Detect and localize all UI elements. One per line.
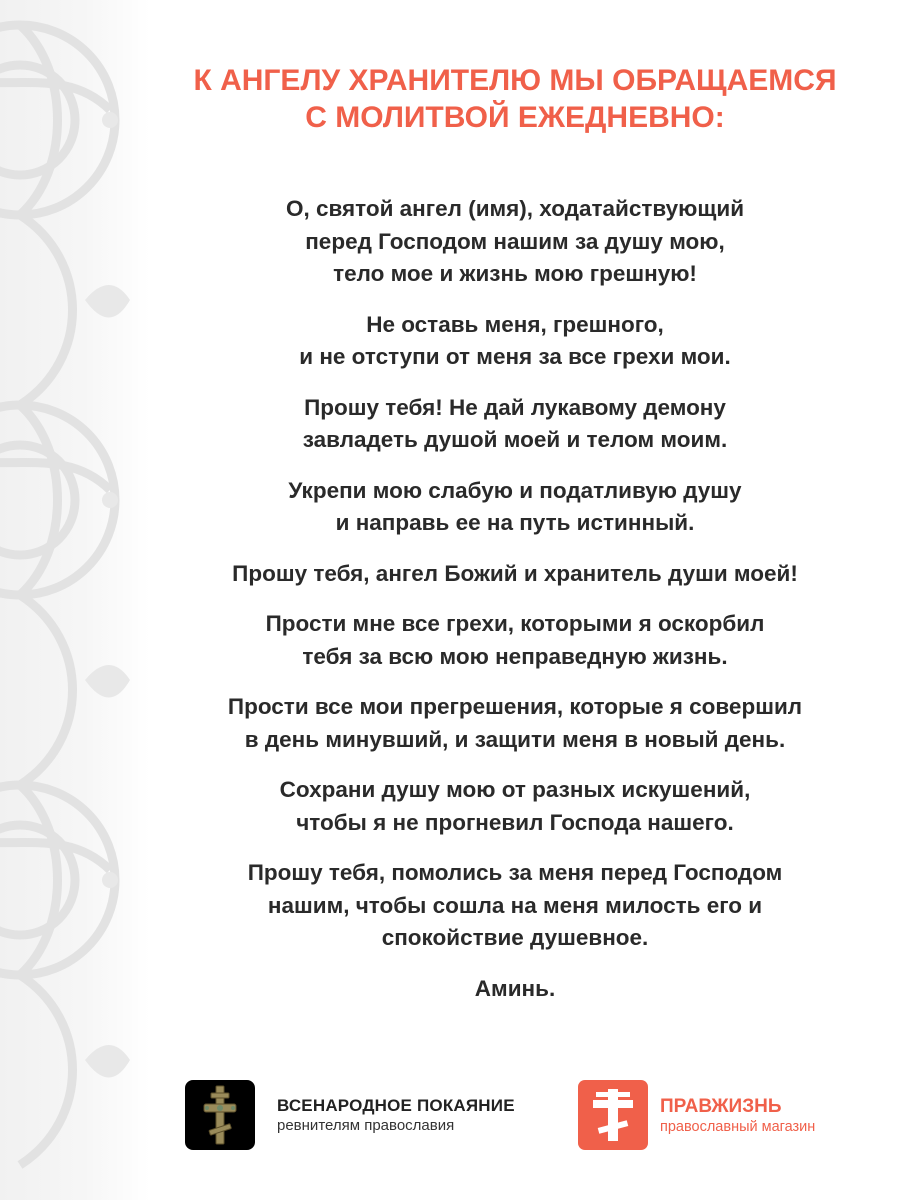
prayer-line: чтобы я не прогневил Господа нашего. — [296, 809, 734, 835]
title-line-2: С МОЛИТВОЙ ЕЖЕДНЕВНО: — [305, 101, 725, 134]
prayer-line: перед Господом нашим за душу мою, — [305, 228, 725, 254]
prayer-line: в день минувший, и защити меня в новый день. — [244, 726, 786, 752]
logo2-subtitle: православный магазин — [660, 1118, 816, 1135]
cross-logo-icon — [578, 1080, 648, 1150]
prayer-stanza — [130, 774, 900, 839]
prayer-line: и направь ее на путь истинный. — [335, 510, 695, 535]
vsenarodnoe-pokayanie-logo[interactable] — [185, 1080, 515, 1150]
prayer-line: О, святой ангел (имя), ходатайствующий — [285, 196, 745, 221]
prayer-line: и не отступи от меня за все грехи мои. — [299, 344, 731, 369]
prayer-stanza — [130, 475, 900, 540]
orthodox-cross-icon — [185, 1080, 255, 1150]
pravzhizn-logo[interactable] — [578, 1080, 815, 1150]
title-line-1: К АНГЕЛУ ХРАНИТЕЛЮ МЫ ОБРАЩАЕМСЯ — [193, 64, 837, 97]
prayer-line: Прошу тебя, ангел Божий и хранитель души моей! — [232, 560, 798, 586]
prayer-text — [130, 193, 900, 1023]
prayer-line: тело мое и жизнь мою грешную! — [333, 261, 697, 286]
prayer-line: Укрепи мою слабую и податливую душу — [288, 477, 742, 503]
logo1-title: ВСЕНАРОДНОЕ ПОКАЯНИЕ — [277, 1096, 515, 1115]
ornament-border — [0, 0, 150, 1200]
prayer-line: Прости все мои прегрешения, которые я совершил — [227, 694, 803, 719]
prayer-stanza — [130, 608, 900, 673]
logo2-title: ПРАВЖИЗНЬ — [660, 1095, 782, 1117]
prayer-line: Аминь. — [474, 975, 556, 1001]
prayer-line: Не оставь меня, грешного, — [366, 311, 664, 337]
prayer-line: Прошу тебя! Не дай лукавому демону — [304, 394, 726, 420]
prayer-stanza — [130, 193, 900, 291]
prayer-amen — [130, 973, 900, 1006]
prayer-line: Прости мне все грехи, которыми я оскорбил — [265, 611, 765, 636]
prayer-stanza — [130, 392, 900, 457]
prayer-line: завладеть душой моей и телом моим. — [302, 427, 728, 452]
ornament-pattern — [0, 0, 150, 1200]
prayer-stanza — [130, 309, 900, 374]
prayer-line: спокойствие душевное. — [381, 925, 649, 950]
logo1-subtitle: ревнителям православия — [277, 1117, 455, 1134]
prayer-stanza — [130, 857, 900, 955]
page-title — [130, 62, 900, 136]
logo1-text — [277, 1096, 515, 1134]
prayer-stanza — [130, 691, 900, 756]
prayer-line: Прошу тебя, помолись за меня перед Господом — [247, 860, 783, 885]
prayer-line: Сохрани душу мою от разных искушений, — [279, 777, 751, 802]
prayer-line: нашим, чтобы сошла на меня милость его и — [267, 892, 763, 918]
logo2-text — [660, 1096, 815, 1135]
prayer-stanza — [130, 558, 900, 591]
prayer-line: тебя за всю мою неправедную жизнь. — [302, 643, 728, 669]
